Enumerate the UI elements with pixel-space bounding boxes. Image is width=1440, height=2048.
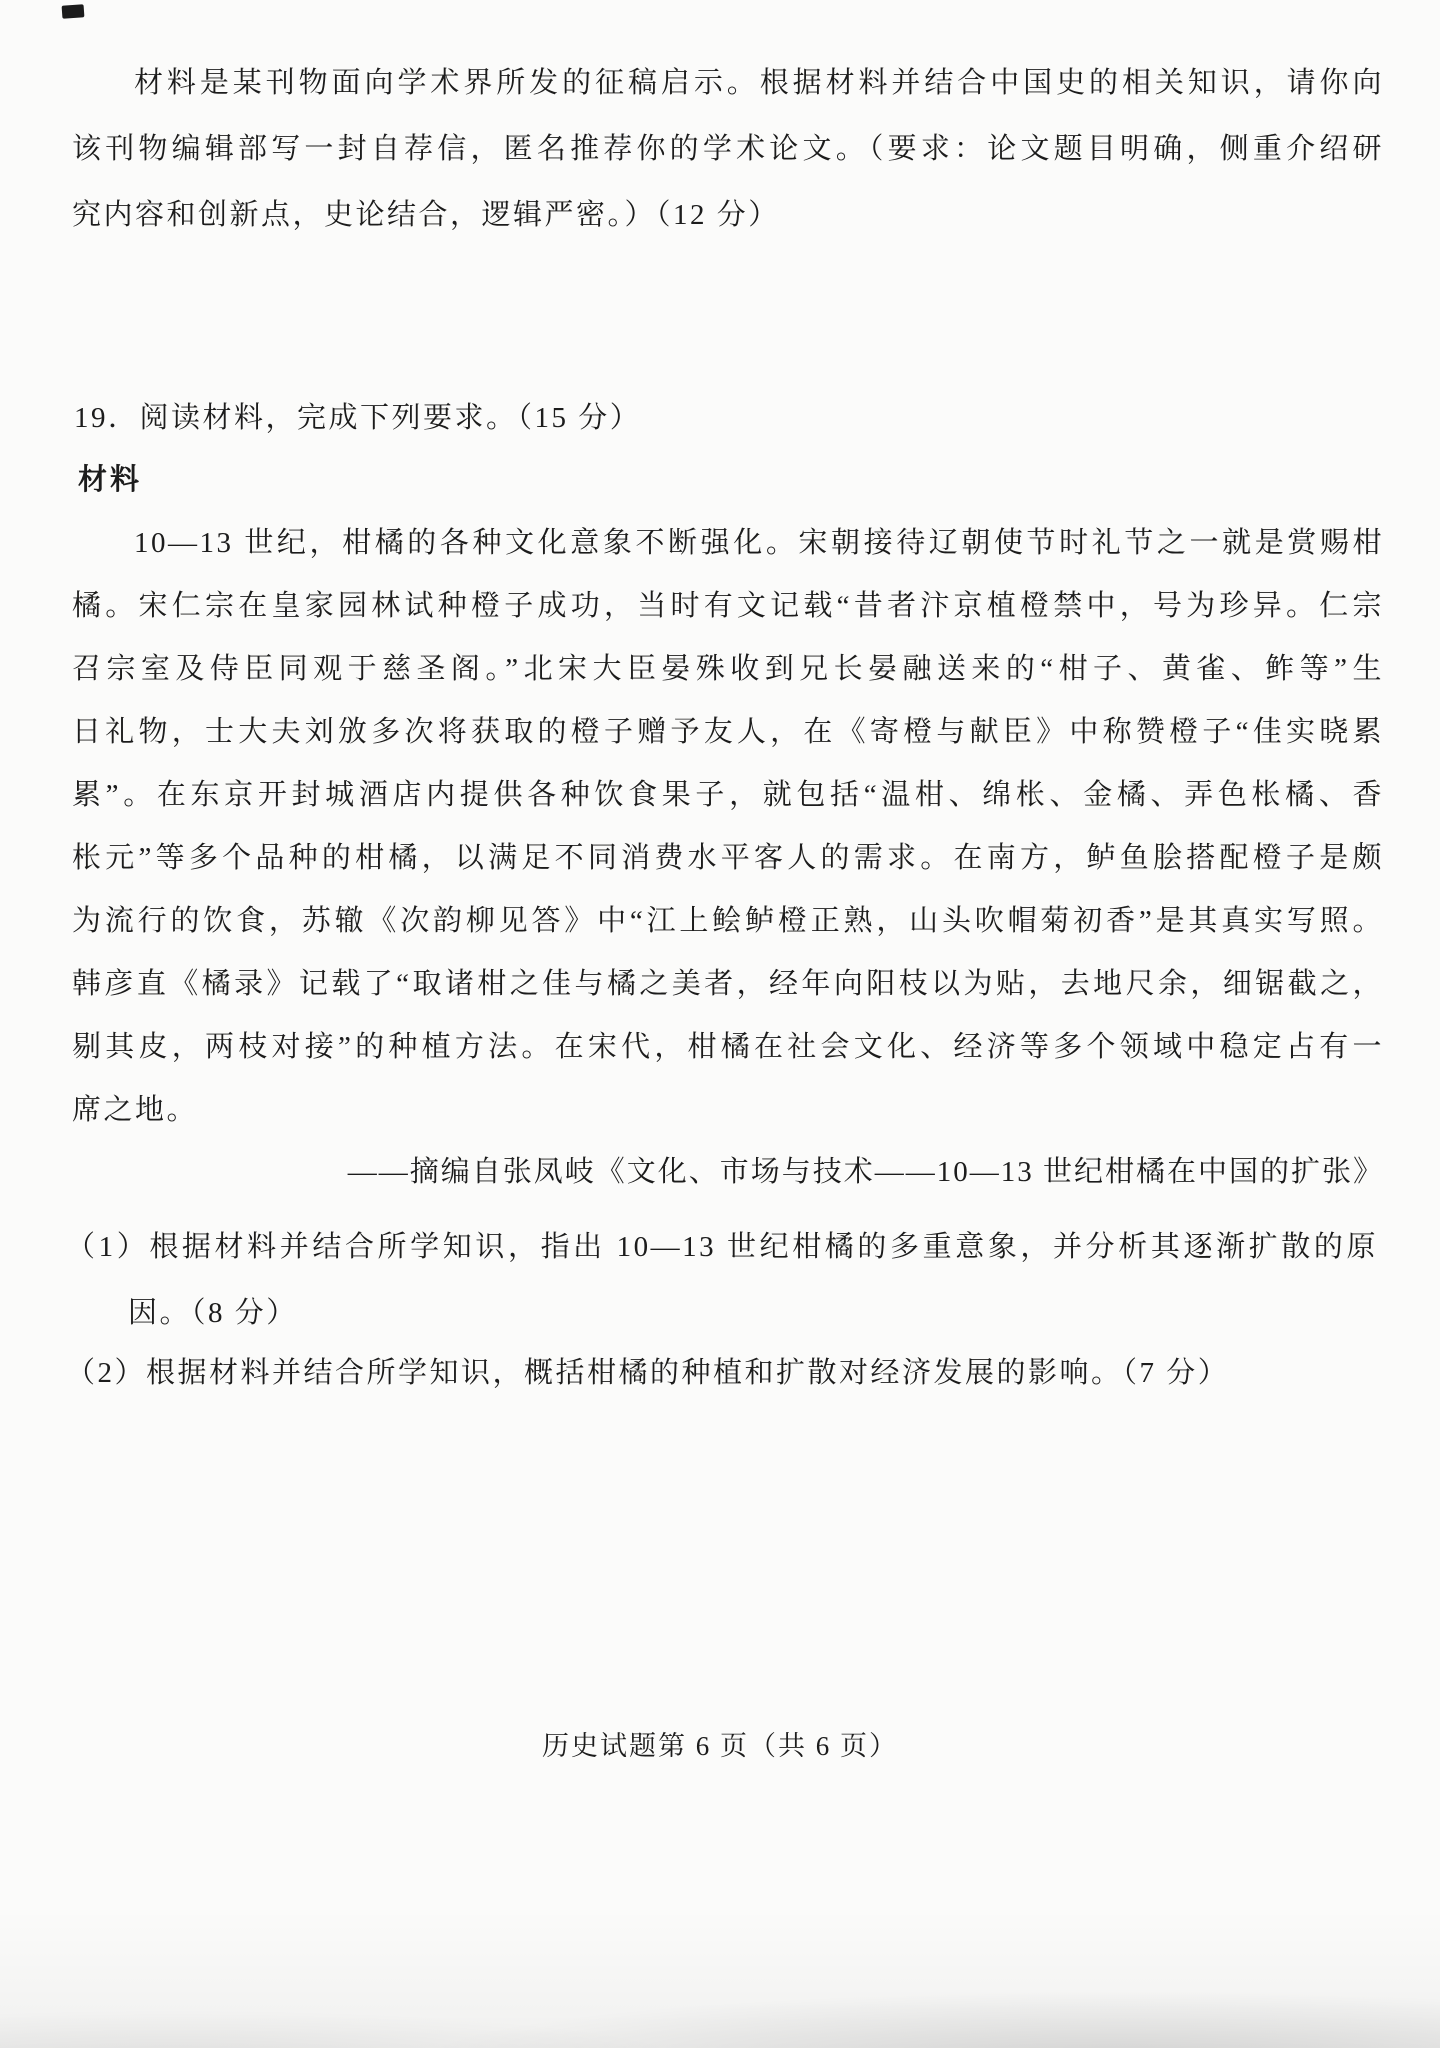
paragraph-line: 究内容和创新点，史论结合，逻辑严密。）（12 分） [72, 199, 780, 231]
question-18-tail-paragraph [72, 50, 1384, 248]
material-line: 橘。宋仁宗在皇家园林试种橙子成功，当时有文记载“昔者汴京植橙禁中，号为珍异。仁宗 [72, 590, 1384, 622]
paragraph-line: 该刊物编辑部写一封自荐信，匿名推荐你的学术论文。（要求：论文题目明确，侧重介绍研 [72, 133, 1384, 165]
material-line: 日礼物，士大夫刘攽多次将获取的橙子赠予友人，在《寄橙与献臣》中称赞橙子“佳实晓累 [72, 716, 1384, 748]
material-line: 10—13 世纪，柑橘的各种文化意象不断强化。宋朝接待辽朝使节时礼节之一就是赏赐柑 [134, 527, 1384, 559]
sub-question-line: 因。（8 分） [128, 1297, 298, 1329]
material-line: 席之地。 [72, 1094, 199, 1126]
sub-question-1 [66, 1214, 1378, 1346]
material-label: 材料 [78, 464, 143, 496]
material-line: 韩彦直《橘录》记载了“取诸柑之佳与橘之美者，经年向阳枝以为贴，去地尺余，细锯截之， [72, 968, 1384, 1000]
material-line: 剔其皮，两枝对接”的种植方法。在宋代，柑橘在社会文化、经济等多个领域中稳定占有一 [72, 1031, 1384, 1063]
material-attribution: ——摘编自张凤岐《文化、市场与技术——10—13 世纪柑橘在中国的扩张》 [347, 1156, 1384, 1188]
sub-question-line: （2）根据材料并结合所学知识，概括柑橘的种植和扩散对经济发展的影响。（7 分） [66, 1357, 1230, 1389]
material-line: 累”。在东京开封城酒店内提供各种饮食果子，就包括“温柑、绵枨、金橘、弄色枨橘、香 [72, 779, 1384, 811]
page-footer: 历史试题第 6 页（共 6 页） [542, 1731, 898, 1761]
material-line: 为流行的饮食，苏辙《次韵柳见答》中“江上鲙鲈橙正熟，山头吹帽菊初香”是其真实写照。 [72, 905, 1384, 937]
material-line: 召宗室及侍臣同观于慈圣阁。”北宋大臣晏殊收到兄长晏融送来的“柑子、黄雀、鲊等”生 [72, 653, 1384, 685]
paragraph-line: 材料是某刊物面向学术界所发的征稿启示。根据材料并结合中国史的相关知识，请你向 [134, 67, 1384, 99]
sub-question-line: （1）根据材料并结合所学知识，指出 10—13 世纪柑橘的多重意象，并分析其逐渐扩散的原 [66, 1231, 1378, 1263]
question-19-header: 19．阅读材料，完成下列要求。（15 分） [74, 402, 642, 434]
scan-artifact-mark [62, 4, 85, 19]
sub-question-2 [66, 1342, 1378, 1405]
material-line: 枨元”等多个品种的柑橘，以满足不同消费水平客人的需求。在南方，鲈鱼脍搭配橙子是颇 [72, 842, 1384, 874]
question-19-material-paragraph [72, 512, 1384, 1142]
